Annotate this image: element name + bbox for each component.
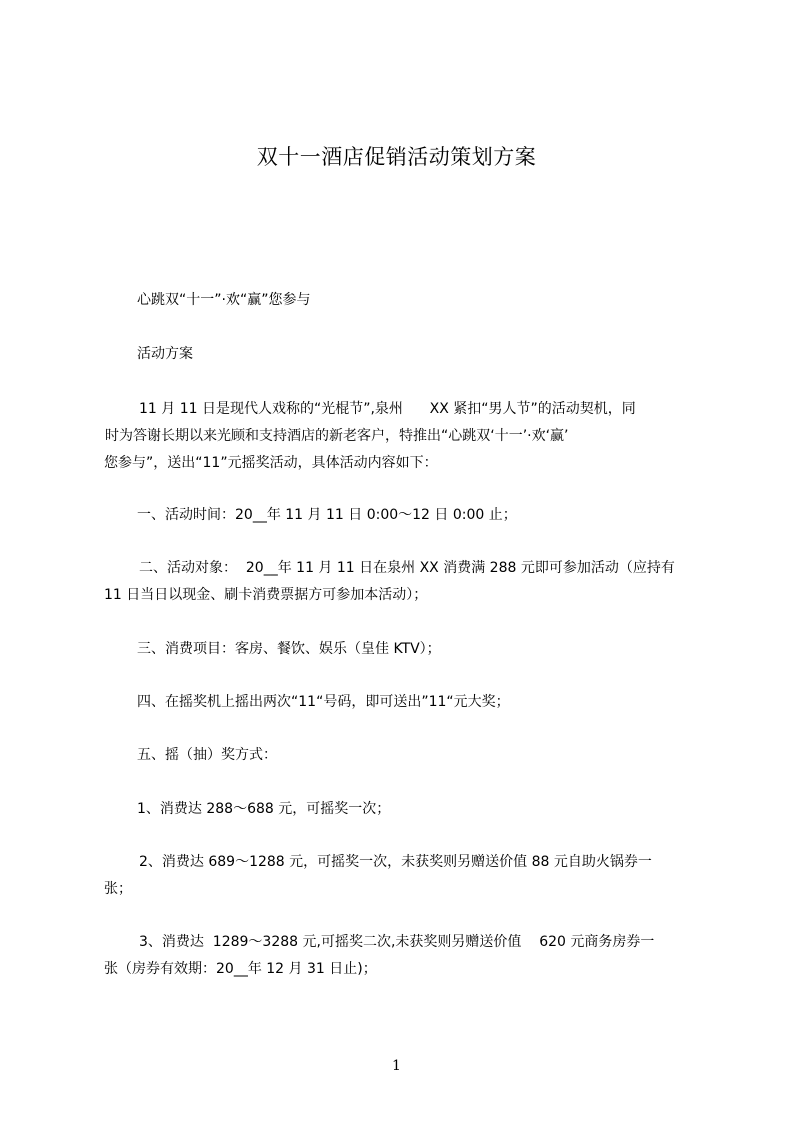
rule-1: 1、消费达 288～688 元，可摇奖一次； bbox=[137, 801, 391, 817]
intro-paragraph-line-2: 时为答谢长期以来光顾和支持酒店的新老客户，特推出“心跳双‘十一’·欢‘赢’ bbox=[105, 428, 569, 444]
item-lottery-rule: 四、在摇奖机上摇出两次“11“号码，即可送出”11“元大奖； bbox=[137, 694, 510, 710]
item-activity-target-line-2: 11 日当日以现金、刷卡消费票据方可参加本活动）； bbox=[104, 587, 428, 603]
rule-3-line-1: 3、消费达 1289～3288 元,可摇奖二次,未获奖则另赠送价值 620 元商务房券一 bbox=[139, 934, 655, 950]
document-title: 双十一酒店促销活动策划方案 bbox=[256, 145, 537, 169]
slogan-line: 心跳双“十一”·欢“赢”您参与 bbox=[137, 292, 311, 308]
intro-paragraph-line-3: 您参与”，送出“11”元摇奖活动，具体活动内容如下： bbox=[104, 455, 438, 471]
page-number: 1 bbox=[392, 1058, 401, 1074]
rule-2-line-2: 张； bbox=[104, 881, 132, 897]
rule-3-line-2: 张（房券有效期：20__年 12 月 31 日止)； bbox=[104, 961, 377, 977]
item-consumption-items: 三、消费项目：客房、餐饮、娱乐（皇佳 KTV）； bbox=[137, 641, 441, 657]
item-lottery-method: 五、摇（抽）奖方式： bbox=[137, 747, 277, 763]
item-activity-time: 一、活动时间：20__年 11 月 11 日 0:00～12 日 0:00 止； bbox=[137, 507, 517, 523]
plan-heading: 活动方案 bbox=[137, 346, 193, 362]
intro-paragraph-line-1: 11 月 11 日是现代人戏称的“光棍节”,泉州 XX 紧扣“男人节”的活动契机，同 bbox=[139, 401, 636, 417]
item-activity-target-line-1: 二、活动对象： 20__年 11 月 11 日在泉州 XX 消费满 288 元即可参加活动（应持有 bbox=[139, 560, 675, 576]
rule-2-line-1: 2、消费达 689～1288 元，可摇奖一次，未获奖则另赠送价值 88 元自助火锅券一 bbox=[139, 854, 652, 870]
